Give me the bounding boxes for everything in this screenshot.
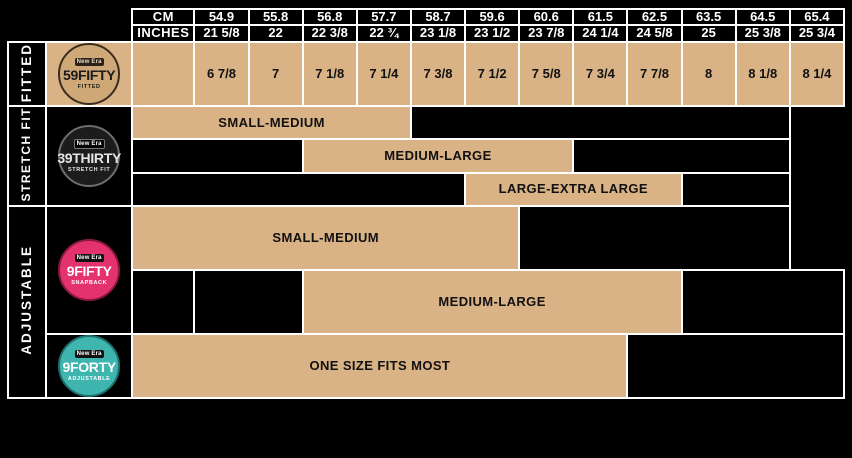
stretch-empty-ml-right: [573, 139, 790, 172]
table-row-stretch-sm: [8, 106, 844, 139]
new-era-brand-text: New Era: [76, 350, 102, 357]
header-cm-6: 60.6: [519, 9, 573, 25]
header-in-0: 21 5/8: [194, 25, 248, 41]
new-era-9forty-icon: [58, 335, 120, 397]
fitted-size-11: 8 1/4: [790, 42, 844, 107]
header-in-9: 25: [682, 25, 736, 41]
header-in-10: 25 3/8: [736, 25, 790, 41]
header-cm-11: 65.4: [790, 9, 844, 25]
new-era-39thirty-icon: [58, 125, 120, 187]
header-cm-1: 55.8: [249, 9, 303, 25]
header-in-4: 23 1/8: [411, 25, 465, 41]
header-cm-3: 57.7: [357, 9, 411, 25]
logo-9fifty-text: 9FIFTY: [66, 262, 112, 279]
onesize-empty-right: [627, 334, 844, 398]
fitted-size-9: 8: [682, 42, 736, 107]
logo-39thirty: [46, 106, 132, 206]
spacer-cell: [8, 25, 46, 41]
section-label-fitted-text: FITTED: [18, 42, 34, 102]
fitted-size-10: 8 1/8: [736, 42, 790, 107]
header-in-11: 25 3/4: [790, 25, 844, 41]
onesize-band: ONE SIZE FITS MOST: [132, 334, 627, 398]
snapback-empty-ml-right: [682, 270, 844, 334]
section-label-stretch-text: STRETCH FIT: [19, 107, 34, 202]
logo-59fifty-text: 59FIFTY: [62, 66, 116, 83]
table-row-9forty: [8, 334, 844, 398]
spacer-cell: [46, 9, 132, 25]
fitted-size-8: 7 7/8: [627, 42, 681, 107]
stretch-empty-lxl-right: [682, 173, 790, 206]
snapback-empty-ml-unit: [132, 270, 194, 334]
fitted-size-6: 7 5/8: [519, 42, 573, 107]
logo-39thirty-text: 39THIRTY: [57, 149, 122, 166]
header-cm-label: CM: [132, 9, 194, 25]
stretch-band-large-xl: LARGE-EXTRA LARGE: [465, 173, 682, 206]
header-in-3: 22 ¾: [357, 25, 411, 41]
stretch-empty-ml-left: [132, 139, 302, 172]
logo-59fifty-sub: FITTED: [77, 83, 101, 90]
logo-59fifty: [46, 42, 132, 107]
header-cm-0: 54.9: [194, 9, 248, 25]
table-row-snapback-ml: [8, 270, 844, 334]
snapback-empty-sm: [519, 206, 790, 270]
hat-size-chart: [0, 8, 852, 458]
header-in-8: 24 5/8: [627, 25, 681, 41]
sizing-table: [7, 8, 845, 399]
stretch-empty-lxl-left: [132, 173, 465, 206]
fitted-size-7: 7 3/4: [573, 42, 627, 107]
header-in-7: 24 1/4: [573, 25, 627, 41]
header-cm-9: 63.5: [682, 9, 736, 25]
fitted-size-3: 7 1/4: [357, 42, 411, 107]
spacer-cell: [46, 25, 132, 41]
section-label-adjustable-text: ADJUSTABLE: [18, 245, 34, 356]
logo-9fifty: [46, 206, 132, 334]
logo-9forty: [46, 334, 132, 398]
fitted-size-2: 7 1/8: [303, 42, 357, 107]
table-row-stretch-ml: [8, 139, 844, 172]
new-era-brand-text: New Era: [74, 139, 105, 149]
stretch-band-small-medium: SMALL-MEDIUM: [132, 106, 411, 139]
header-in-1: 22: [249, 25, 303, 41]
table-row-fitted: [8, 42, 844, 107]
header-cm-8: 62.5: [627, 9, 681, 25]
header-in-6: 23 7/8: [519, 25, 573, 41]
fitted-size-0: 6 7/8: [194, 42, 248, 107]
stretch-band-medium-large: MEDIUM-LARGE: [303, 139, 574, 172]
table-row-cm: [8, 9, 844, 25]
fitted-size-5: 7 1/2: [465, 42, 519, 107]
new-era-brand-text: New Era: [76, 254, 102, 261]
fitted-unit-cell: [132, 42, 194, 107]
new-era-59fifty-icon: [58, 43, 120, 105]
section-label-stretch: [8, 106, 46, 206]
table-row-inches: [8, 25, 844, 41]
header-cm-4: 58.7: [411, 9, 465, 25]
new-era-9fifty-icon: [58, 239, 120, 301]
logo-39thirty-sub: STRETCH FIT: [67, 166, 111, 173]
logo-9forty-text: 9FORTY: [62, 358, 116, 375]
fitted-size-1: 7: [249, 42, 303, 107]
logo-9forty-sub: ADJUSTABLE: [67, 375, 111, 382]
snapback-empty-ml-left: [194, 270, 302, 334]
table-row-snapback-sm: [8, 206, 844, 270]
section-label-adjustable: [8, 206, 46, 398]
logo-9fifty-sub: SNAPBACK: [71, 279, 108, 286]
header-cm-10: 64.5: [736, 9, 790, 25]
header-cm-5: 59.6: [465, 9, 519, 25]
snapback-band-medium-large: MEDIUM-LARGE: [303, 270, 682, 334]
header-inches-label: INCHES: [132, 25, 194, 41]
snapback-band-small-medium: SMALL-MEDIUM: [132, 206, 519, 270]
header-in-5: 23 1/2: [465, 25, 519, 41]
stretch-empty-sm: [411, 106, 790, 139]
fitted-size-4: 7 3/8: [411, 42, 465, 107]
section-label-fitted: [8, 42, 46, 107]
table-row-stretch-lxl: [8, 173, 844, 206]
spacer-cell: [8, 9, 46, 25]
header-cm-2: 56.8: [303, 9, 357, 25]
new-era-brand-text: New Era: [76, 58, 102, 65]
header-cm-7: 61.5: [573, 9, 627, 25]
header-in-2: 22 3/8: [303, 25, 357, 41]
